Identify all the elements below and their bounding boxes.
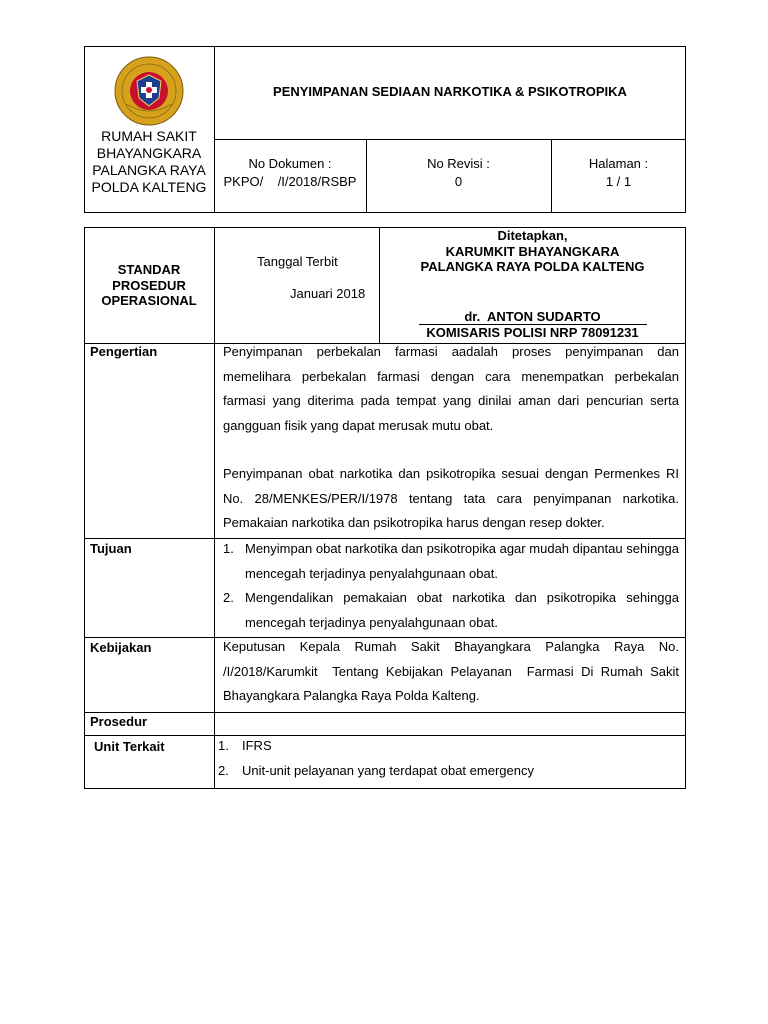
hospital-name	[86, 128, 212, 196]
list-item-number: 2.	[223, 590, 234, 605]
sop-title-line: OPERASIONAL	[101, 293, 197, 308]
tanggal-terbit-label: Tanggal Terbit	[257, 254, 338, 269]
tujuan-list	[223, 537, 679, 635]
pengertian-paragraph: Penyimpanan obat narkotika dan psikotropika sesuai dengan Permenkes RI No. 28/MENKES/PER/I/1978 tentang tata cara penyimpanan narkotika. Pemakaian narkotika dan psikotropika harus dengan resep dokter.	[223, 466, 679, 530]
list-item-text: IFRS	[242, 738, 272, 753]
prosedur-label: Prosedur	[90, 714, 148, 729]
list-item-text: Menyimpan obat narkotika dan psikotropika agar mudah dipantau sehingga mencegah terjadinya penyalahgunaan obat.	[245, 541, 679, 581]
signer-name-text: dr. ANTON SUDARTO	[464, 309, 601, 324]
signer-office-line: KARUMKIT BHAYANGKARA	[445, 243, 620, 259]
kebijakan-text: Keputusan Kepala Rumah Sakit Bhayangkara Palangka Raya No. /I/2018/Karumkit Tentang Kebijakan Pelayanan Farmasi Di Rumah Sakit Bhayangkara Palangka Raya Polda Kalteng.	[223, 639, 708, 703]
signer-office-line: PALANGKA RAYA POLDA KALTENG	[420, 259, 645, 274]
list-item-number: 1.	[223, 541, 234, 556]
no-dokumen-label: No Dokumen :	[248, 156, 332, 171]
hospital-logo	[114, 56, 184, 126]
unit-terkait-list	[218, 734, 678, 783]
document-title: PENYIMPANAN SEDIAAN NARKOTIKA & PSIKOTROPIKA	[273, 84, 627, 99]
list-item-text: Unit-unit pelayanan yang terdapat obat emergency	[242, 762, 534, 778]
sop-divider	[214, 227, 215, 789]
list-item	[223, 586, 679, 635]
halaman-label: Halaman :	[588, 156, 649, 171]
approval-block	[379, 228, 686, 275]
tujuan-label: Tujuan	[90, 541, 132, 556]
tanggal-terbit-value: Januari 2018	[290, 286, 366, 301]
ditetapkan-label: Ditetapkan,	[497, 228, 568, 243]
list-item	[218, 734, 678, 759]
list-item	[223, 537, 679, 586]
sop-divider	[84, 712, 686, 713]
list-item-number: 1.	[218, 738, 229, 753]
signer-name	[379, 309, 686, 324]
hospital-name-line: POLDA KALTENG	[91, 179, 207, 195]
sop-title	[84, 262, 214, 309]
sop-title-line: PROSEDUR	[112, 277, 186, 293]
no-dokumen-value: PKPO/ /I/2018/RSBP	[223, 174, 357, 189]
police-hospital-emblem-icon	[114, 56, 184, 126]
halaman-cell	[551, 155, 686, 191]
header-divider	[214, 139, 686, 140]
hospital-name-line: RUMAH SAKIT	[101, 128, 197, 144]
no-revisi-label: No Revisi :	[427, 156, 490, 171]
kebijakan-label: Kebijakan	[90, 640, 152, 655]
no-revisi-cell	[366, 155, 551, 191]
list-item	[218, 759, 678, 784]
unit-terkait-label: Unit Terkait	[94, 739, 165, 754]
signer-rank: KOMISARIS POLISI NRP 78091231	[426, 325, 639, 340]
list-item-text: Mengendalikan pemakaian obat narkotika dan psikotropika sehingga mencegah terjadinya penyalahgunaan obat.	[245, 590, 679, 630]
no-revisi-value: 0	[454, 174, 463, 189]
hospital-name-line: BHAYANGKARA	[96, 145, 202, 161]
hospital-name-line: PALANGKA RAYA	[92, 162, 206, 178]
halaman-value: 1 / 1	[605, 174, 632, 189]
sop-title-line: STANDAR	[117, 262, 181, 277]
no-dokumen-cell	[214, 155, 366, 191]
pengertian-paragraph: Penyimpanan perbekalan farmasi aadalah proses penyimpanan dan memelihara perbekalan farmasi dengan cara menempatkan perbekalan farmasi yang diterima pada tempat yang dinilai aman dari pencurian serta gangguan fisik yang dapat merusak mutu obat.	[223, 344, 679, 433]
list-item-number: 2.	[218, 762, 229, 778]
pengertian-label: Pengertian	[90, 344, 158, 359]
